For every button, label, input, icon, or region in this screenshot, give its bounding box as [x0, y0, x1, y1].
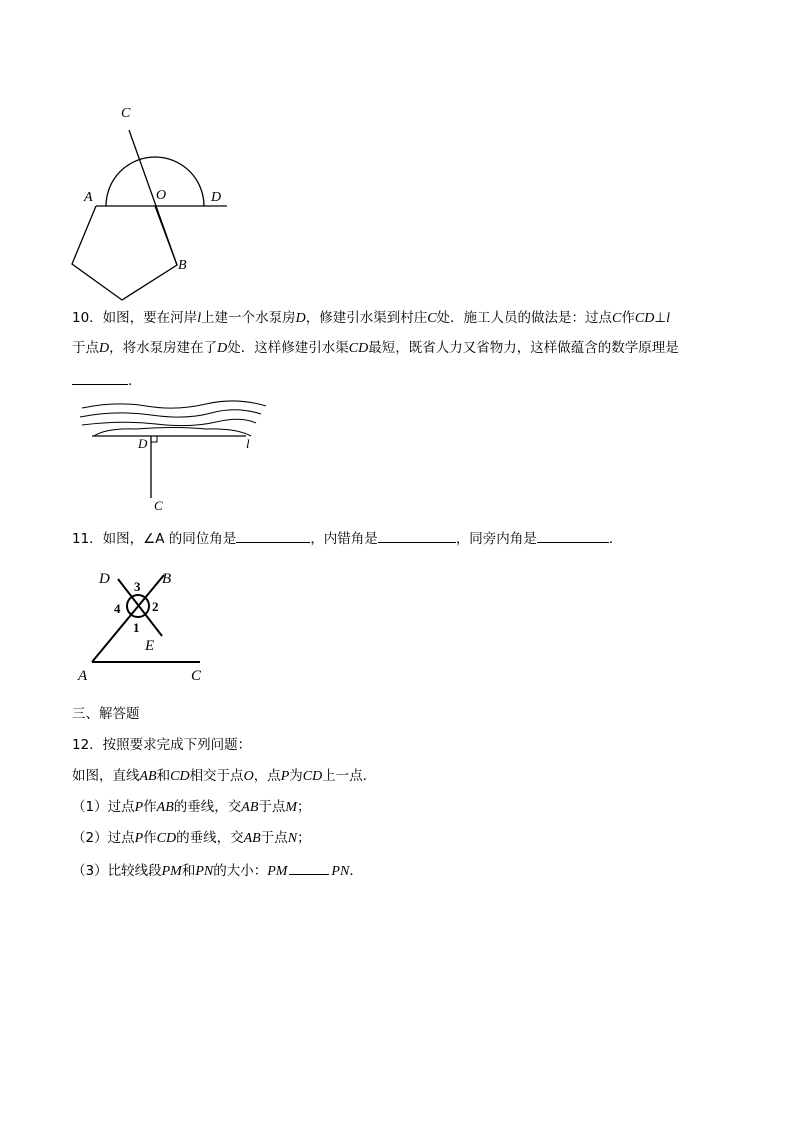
var-ab: AB	[243, 831, 261, 846]
q12-text: 作	[143, 830, 157, 846]
river-wave-1	[82, 401, 266, 408]
var-ab: AB	[139, 769, 157, 784]
var-ab: AB	[156, 800, 174, 815]
q10-text: ，修建引水渠到村庄	[305, 310, 428, 326]
q12-text: 的大小：	[213, 863, 268, 879]
var-p: P	[134, 800, 144, 815]
label-d: D	[138, 436, 148, 451]
var-cd: CD	[156, 831, 177, 846]
q12-step-2	[72, 828, 311, 849]
q12-text: 和	[156, 768, 171, 784]
label-3: 3	[134, 579, 141, 594]
label-a: A	[84, 190, 93, 205]
var-pn: PN	[331, 864, 350, 879]
var-p: P	[280, 769, 290, 784]
var-cd: CD	[348, 341, 369, 356]
q12-text: 如图，直线	[72, 768, 140, 784]
var-cd: CD	[170, 769, 190, 784]
var-n: N	[287, 831, 298, 846]
q12-text: 12．按照要求完成下列问题：	[72, 737, 252, 753]
label-a: A	[78, 668, 88, 684]
label-b: B	[178, 258, 187, 273]
q11-text: ，内错角是	[310, 531, 378, 547]
river-bank-curve	[94, 428, 251, 437]
label-2: 2	[152, 599, 159, 614]
label-e: E	[145, 638, 155, 654]
var-ab: AB	[241, 800, 259, 815]
q12-text: 于点	[260, 830, 288, 846]
var-pm: PM	[267, 864, 288, 879]
label-d: D	[211, 190, 222, 205]
q10-text: 处．施工人员的做法是：过点	[436, 310, 613, 326]
q12-text: （1）过点	[72, 799, 135, 815]
label-c: C	[121, 106, 131, 121]
q12-step-3	[72, 860, 363, 882]
answer-blank-corresponding[interactable]	[236, 528, 310, 543]
q12-text: ．	[349, 863, 363, 879]
label-4: 4	[114, 601, 121, 616]
label-c: C	[154, 498, 163, 513]
q12-text: 于点	[258, 799, 286, 815]
q12-text: ；	[297, 830, 311, 846]
label-d: D	[99, 571, 110, 587]
q12-text: （3）比较线段	[72, 863, 162, 879]
q12-text: 的垂线，交	[173, 799, 242, 815]
q12-intro	[72, 766, 376, 787]
answer-blank-co-interior[interactable]	[537, 528, 609, 543]
q12-text: 为	[289, 768, 303, 784]
var-cd: CD	[634, 311, 655, 326]
q12-step-1	[72, 797, 311, 818]
q12-text: 上一点．	[322, 768, 377, 784]
var-d: D	[217, 341, 228, 356]
line-cb	[129, 130, 177, 265]
var-d: D	[295, 311, 306, 326]
figure-q9	[60, 100, 240, 310]
river-wave-2	[80, 410, 261, 417]
answer-blank-alternate[interactable]	[378, 528, 456, 543]
label-o: O	[156, 188, 167, 203]
answer-blank-compare[interactable]	[289, 860, 329, 875]
q12-text: （2）过点	[72, 830, 135, 846]
q12-text: 相交于点	[189, 768, 244, 784]
q10-text: 上建一个水泵房	[201, 310, 296, 326]
right-angle-mark	[151, 436, 157, 442]
semicircle-protractor	[106, 157, 204, 206]
label-c: C	[191, 668, 202, 684]
section-title	[72, 704, 140, 724]
label-l: l	[246, 436, 250, 451]
q10-line-2	[72, 338, 679, 359]
var-m: M	[285, 800, 298, 815]
q11-text: ，同旁内角是	[455, 531, 537, 547]
var-p: P	[134, 831, 144, 846]
q10-text: 作	[621, 310, 635, 326]
q10-line-3	[72, 370, 142, 391]
var-pn: PN	[195, 864, 214, 879]
var-d: D	[99, 341, 110, 356]
answer-blank-q10[interactable]	[72, 370, 128, 385]
figure-q11	[72, 565, 222, 690]
var-o: O	[243, 769, 254, 784]
q11-line	[72, 528, 622, 549]
var-l: l	[666, 311, 670, 326]
q12-text: 的垂线，交	[176, 830, 244, 846]
q10-text: ，将水泵房建在了	[109, 340, 218, 356]
q12-text: 和	[181, 863, 196, 879]
section-heading: 三、解答题	[72, 706, 140, 722]
var-cd: CD	[302, 769, 323, 784]
label-1: 1	[133, 620, 140, 635]
var-l: l	[197, 311, 202, 326]
q10-text: ．	[128, 373, 142, 389]
figure-q10	[76, 398, 276, 518]
q10-text: 处．这样修建引水渠	[227, 340, 349, 356]
q12-text: 作	[143, 799, 157, 815]
q12-title	[72, 735, 251, 755]
var-c: C	[612, 311, 622, 326]
q11-text: 11．如图，∠A 的同位角是	[72, 531, 237, 547]
river-wave-3	[82, 419, 256, 425]
q11-text: ．	[608, 531, 623, 547]
label-b: B	[162, 571, 172, 587]
q10-line-1	[72, 308, 670, 329]
q12-text: ；	[297, 799, 311, 815]
q10-text: 于点	[72, 340, 99, 356]
q12-text: ，点	[253, 768, 281, 784]
var-pm: PM	[161, 864, 182, 879]
perp-symbol: ⊥	[654, 310, 667, 326]
q10-text: 最短，既省人力又省物力，这样做蕴含的数学原理是	[368, 340, 679, 356]
q10-text: 10．如图，要在河岸	[72, 310, 198, 326]
var-c: C	[427, 311, 437, 326]
